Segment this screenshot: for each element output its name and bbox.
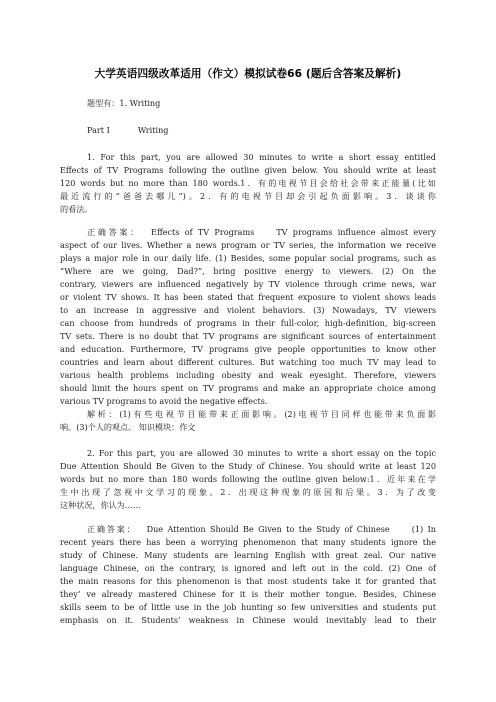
- q1-explanation-line: 解析：(1)有些电视节目能带来正面影响。(2)电视节目同样也能带来负面影: [87, 409, 436, 419]
- q1-explanation-line: 响。(3)个人的观点。 知识模块：作文: [60, 422, 196, 432]
- q2-answer-line: emphasis on it. Students’ weakness in Chinese would inevitably lead to their: [60, 615, 436, 625]
- q2-answer-line: study of Chinese. Many students are learning English with great zeal. Our native: [60, 550, 436, 560]
- part-heading: [87, 125, 168, 135]
- answer-label: 正确答案：: [87, 524, 137, 534]
- q1-answer-line: to an increase in aggressive and violent behaviors. (3) Nowadays, TV viewers: [60, 305, 436, 315]
- q1-answer-line: various TV programs to avoid the negative effects.: [60, 396, 268, 406]
- answer-essay-title: Due Attention Should Be Given to the Study of Chinese: [146, 524, 390, 534]
- q2-answer-line: the main reasons for this phenomenon is that most students take it for granted that: [60, 576, 436, 586]
- q1-answer-line: various health problems including obesity and weak eyesight. Therefore, viewers: [60, 370, 436, 380]
- q1-prompt-line: 1. For this part, you are allowed 30 minutes to write a short essay entitled: [87, 152, 436, 162]
- q2-prompt-line: 2. For this part, you are allowed 30 minutes to write a short essay on the topic: [87, 448, 436, 458]
- q1-answer-line: “Where are we going, Dad?”, bring positive energy to viewers. (2) On the: [60, 266, 436, 276]
- answer-essay-title: Effects of TV Programs: [151, 227, 255, 237]
- q1-answer-line: and education. Furthermore, TV programs give people opportunities to know other: [60, 344, 436, 354]
- q1-answer-line: aspect of our lives. Whether a news program or TV series, the information we receive: [60, 240, 436, 250]
- q2-answer-line: skills seem to be of little use in the job hunting so few universities and students put: [60, 602, 436, 612]
- q1-prompt-line: 120 words but no more than 180 words.1．有的电视节目会给社会带来正能量(比如: [60, 178, 436, 188]
- q2-answer-line: they’ ve already mastered Chinese for it is their mother tongue. Besides, Chinese: [60, 589, 436, 599]
- q2-prompt-line: Due Attention Should Be Given to the Study of Chinese. You should write at least 120: [60, 461, 436, 471]
- q1-answer-line: can choose from hundreds of programs in their full-color, high-definition, big-screen: [60, 318, 436, 328]
- q2-prompt-line: 这种状况，你认为……: [60, 500, 141, 510]
- part-name: Writing: [137, 125, 169, 135]
- q2-answer-line: language Chinese, on the contrary, is ignored and left out in the cold. (2) One of: [60, 563, 436, 573]
- q2-answer-line: recent years there has been a worrying phenomenon that many students ignore the: [60, 537, 436, 547]
- q2-prompt-line: 生中出现了忽视中文学习的现象。2．出现这种现象的原因和后果。3．为了改变: [60, 487, 436, 497]
- answer-first-words: TV programs influence almost every: [276, 227, 436, 237]
- q1-answer-line: TV sets. There is no doubt that TV programs are significant sources of entertainment: [60, 331, 436, 341]
- q1-answer-line: countries and learn about different cultures. But watching too much TV may lead to: [60, 357, 436, 367]
- q1-answer-line: contrary, viewers are influenced negatively by TV violence through crime news, war: [60, 279, 436, 289]
- q1-answer-line: or violent TV shows. It has been stated that frequent exposure to violent shows leads: [60, 292, 436, 302]
- q1-answer-line: should limit the hours spent on TV programs and make an appropriate choice among: [60, 383, 436, 393]
- question-type-line: 题型有：1. Writing: [87, 98, 161, 108]
- answer-label: 正确答案：: [87, 227, 142, 237]
- document-title: 大学英语四级改革适用（作文）模拟试卷66 (题后含答案及解析): [94, 68, 402, 80]
- q1-prompt-line: Effects of TV Programs following the outline given below. You should write at least: [60, 165, 436, 175]
- q2-answer-heading: [87, 524, 436, 534]
- part-label: Part I: [87, 125, 110, 135]
- q2-prompt-line: words but no more than 180 words following the outline given below:1．近年来在学: [60, 474, 436, 484]
- answer-first-words: (1) In: [411, 524, 436, 534]
- q1-answer-heading: [87, 227, 436, 237]
- q1-answer-line: plays a major role in our daily life. (1) Besides, some popular social programs, such as: [60, 253, 436, 263]
- q1-prompt-line: 的看法。: [60, 204, 93, 214]
- q1-prompt-line: 最近流行的“爸爸去哪儿”)。2．有的电视节目却会引起负面影响。3．谈谈你: [60, 191, 436, 201]
